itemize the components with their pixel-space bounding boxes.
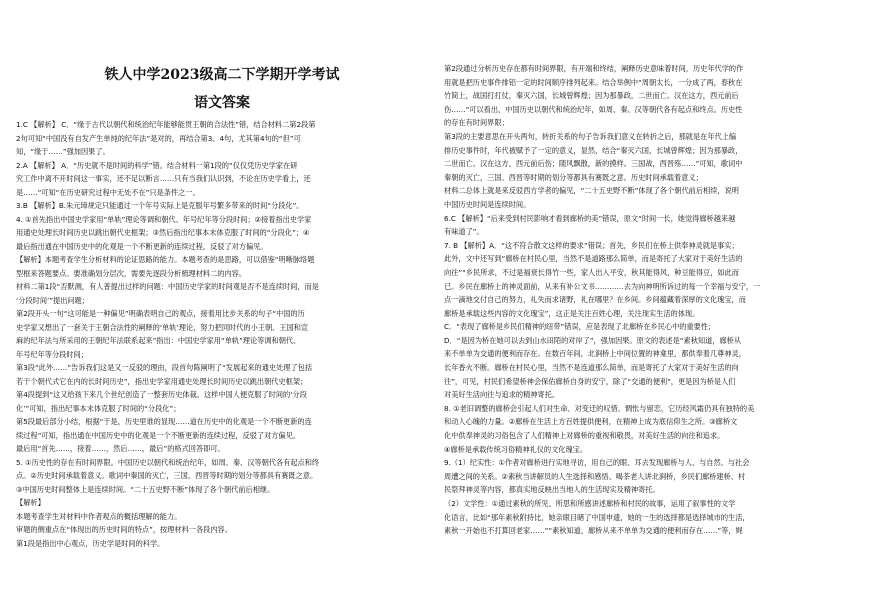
text-line: 竹简上，战国打打仗，秦灭六国，长城曾辉煌；因为那暴政，二世而亡。汉在这方，西元前后 <box>444 91 739 101</box>
text-line: 来不单单为交通的便利而存在。在数百年间，北涧桥上中间位置的神龛里，都供奉着几尊神灵， <box>444 349 746 359</box>
text-line: 麻的纪年法与所采用的王朝纪年法联系起来”指出：中国史学家用“单轨”理论等调和朝代、 <box>16 336 301 345</box>
text-line: 最后指出通在中国历史中的化观是一个不断更新的连续过程，反驳了对方偏见。 <box>16 241 268 251</box>
text-line: 化语言，比如“那年素秋附持比，她亲眼目睹了中国申遗，她的一生的选择都是选择城市的生活， <box>444 512 750 522</box>
text-line: 是……”可知“在历史研究过程中无处不在”只是条件之一。 <box>16 187 200 197</box>
text-line: 史学家又想出了一套关于王朝合法性的阐释的‘单轨’理论，努力把同时代的小王朝、王国和宣 <box>16 322 309 332</box>
text-line: 第1段是指出中心观点，历史学是时间的科学。 <box>16 538 165 548</box>
text-line: 究工作中离不开时间这一事实，还不足以断言……只有当我们认识到，不论在历史学看上，还 <box>16 174 311 183</box>
text-line: 5. ①历史性的存在有时间界限。中国历史以朝代和统治纪年，如周、秦、汉等朝代各有起点和终 <box>16 457 320 467</box>
text-line: 3.B 【解析】B.朱元璋规定只能通过一个年号实际上是克服年号繁多带来的时间“分段化”。 <box>16 201 304 210</box>
text-line: ④廊桥是承载传统习俗精神礼仪的文化瑰宝。 <box>444 444 588 454</box>
text-line: 第4段提到“这又给孩下来几个世纪创造了一整套历史体裁。这样中国人便克服了时间的‘分段 <box>16 390 307 399</box>
text-line: 和动人心魄的力量。②廊桥在生活上方百姓提供便利，在精神上成为底信仰生之所。③廊桥文 <box>444 417 738 427</box>
text-line: 2.A 【解析】 A．“历史就不是时间的科学”错。结合材料一第1段的“仅仅凭历史学家在研 <box>16 160 298 170</box>
text-line: 素秋一开始也不打算回老家……”“素秋知道，廊桥从来不单单为交通的便利而存在……”等，娓 <box>444 526 743 536</box>
text-line: 最后用“首先……，接着……，然后……，最后”的格式回答即可。 <box>16 444 225 453</box>
text-line: ‘分段时间’”提出问题； <box>16 295 89 305</box>
page-subtitle: 语文答案 <box>194 95 250 111</box>
text-line: D．“是因为桥在她可以去到山水田陌的对岸了”，强加因果。原文的表述是“素秋知道，廊桥从 <box>444 335 742 345</box>
text-line: 本题考查学生对材料中作者观点的概括理解的能力。 <box>16 511 182 521</box>
text-line: ③中国历史时间整体上是连续时间。“二十五史野不断”体现了各个朝代前后相继。 <box>16 484 275 494</box>
text-line: 第3段“此外……”告诉我们这是又一反驳的理由，段首句陈阐明了“发展起来的通史处理了包括 <box>16 363 313 372</box>
text-line: 点一滴地交付自己的努力，礼失而求诸野，礼在哪里？在乡间。乡间蕴藏着深厚的文化瑰宝，而 <box>444 295 746 305</box>
text-line: 1.C 【解析】 C．“缘于古代以朝代和统治纪年能够能贯王朝的合法性”错，结合材料二第2段第 <box>16 120 316 129</box>
text-line: 民祭拜神灵等内容，都真实地反映出当地人的生活现实及精神寄托。 <box>444 485 660 495</box>
text-line: 9.（1）纪实性：①作者对廊桥进行实地寻访，用自己的眼、耳去发现廊桥与人、与自然、与社会 <box>444 458 750 468</box>
text-line: 点。②历史时间承载着意义。歌词中秦国的灭亡，三国、西晋等时期的划分等都具有赛既之意。 <box>16 471 318 480</box>
text-line: 伤……”可以看出，中国历史以朝代和统治纪年，如周、秦、汉等朝代各有起点和终点。历史性 <box>444 104 743 114</box>
text-line: 已。乡民在廊桥上的神灵面前，从来有补公文书…………去为向神明所诉过的每一个幸福与安宁，一 <box>444 281 761 291</box>
text-line: 审题的侧重点在“体现出的历史时间的特点”，按理材料一各段内容。 <box>16 525 232 534</box>
text-line: 长年香火不断。廊桥在村民心里，当然不是连道那么简单，而是寄托了大家对于美好生活的向 <box>444 363 739 373</box>
text-line: 第3段的主要意思在开头两句，转折关系的句子告诉我们意义在转折之后，那就是在年代上编 <box>444 131 737 141</box>
text-line: 4. ①首先指出中国史学家用“单轨”理论等调和朝代、年号纪年等分段时间；②接着指出史学家 <box>16 214 312 224</box>
text-line: 型框来答题要点。要准确划分层次，需要先逐段分析梳理材料二的内容。 <box>16 268 247 278</box>
text-line: 材料二总体上就是来反驳西方学者的偏见，“二十五史野不断”体现了各个朝代前后相续，说明 <box>444 186 739 196</box>
text-line: 年号纪年等分段时间； <box>16 349 88 359</box>
text-line: 8. ①老旧调整的廊桥会引起人们对生命、对变迁的叹惜、惆怅与留恋，它历经风霜仍具有独特的美 <box>444 403 755 413</box>
left-column <box>16 118 428 550</box>
text-line: 材料二第1段“否默测，有人普提出过样的问题：中国历史学家的时间观是否不是连续时间，而是 <box>16 282 319 291</box>
text-line: 的存在有时间界限； <box>444 118 509 128</box>
text-line: 二世而亡。汉在这方，西元前后伤；随风飘散，新的摸样。三国战，西晋殇……”可知，歌词中 <box>444 159 743 169</box>
page-title: 铁人中学2023级高二下学期开学考试 <box>104 67 340 83</box>
text-line: 排历史事件时，年代被赋予了一定的意义，显然，结合“秦灭六国，长城曾辉煌；因为那暴政， <box>444 145 743 155</box>
text-line: 6.C 【解析】“后来受到村民影响才看到廊桥的美”错误，原文“时间一长，她觉得廊桥越来越 <box>444 213 736 223</box>
text-line: 有味道了”。 <box>444 227 484 237</box>
text-line: 化’”可知，指出纪事本末体克服了时间的“分段化”； <box>16 403 181 413</box>
text-line: 续过程”可知，指出通在中国历史中的化观是一个不断更新的连续过程，反驳了对方偏见。 <box>16 430 301 440</box>
text-line: 向往”“乡民所求，不过是福衰长得竹一些，家人出入平安，秋其能得风，种豆能得豆，如此而 <box>444 267 739 277</box>
text-line: 知，“缘于……”强加因果了。 <box>16 147 110 156</box>
text-line: 秦朝的灭亡，三国、西晋等时期的划分等都具有赛既之意。历史时间承载着意义； <box>444 172 703 182</box>
text-line: 化中供奉神灵的习俗包含了人们精神上对廊桥的重视和敬畏，对美好生活的向往和追求。 <box>444 431 725 441</box>
text-line: 【解析】 <box>16 498 45 507</box>
text-line: 7. B 【解析】A．“这不符合散文这样的要求”错误；首先，乡民们在桥上供奉神灵就是事实； <box>444 240 739 250</box>
text-line: 第2段开头一句“这可能是一种偏见”明确表明自己的观点，接着用比步关系的句子“中国的历 <box>16 309 305 318</box>
text-line: 2句可知“中国没有自发产生单纯的纪年法”是对的，再结合第3、4句，尤其第4句的“但”可 <box>16 133 301 143</box>
text-line: 此外，文中还写到“廊桥在村民心里，当然不是道路那么简单，而是寄托了大家对于美好生活的 <box>444 254 743 264</box>
text-line: 用通史处理长时间历史以跳出朝代史框架；③然后指出纪事本末体克服了时间的“分段化”；④ <box>16 228 310 237</box>
text-line: 周遭之间的关系。②素秋当讲解员的人生选择和感悟、喝茶老人讲北涧桥，乡民们廊桥建桥、村 <box>444 471 746 481</box>
text-line: 第2段通过分析历史存在都有时间界限，有开端和终结，阐释历史意味着时间，历史年代学的作 <box>444 64 744 73</box>
text-line: 用就是把历史事件排铝一定的时间顺序排列起来。结合举例中“周朝太长，一分成了两，春秋在 <box>444 77 743 87</box>
text-line: 中国历史时间是连续时间。 <box>444 199 531 209</box>
text-line: 对美好生活向往与追求的精神寄托。 <box>444 390 560 400</box>
text-line: 往”，可见，村民们希望桥神会保佑廊桥自身的安宁，除了“交通的便利”，更是因为桥是人们 <box>444 376 736 386</box>
text-line: 第5段最后部分小结，根据“于是，历史里谁的显现……道在历史中的化观是一个不断更新的连 <box>16 417 312 426</box>
text-line: C．“表现了廊桥是乡民们精神的纽带”错误，应是表现了北廊桥在乡民心中的重要性； <box>444 322 716 332</box>
text-line: 【解析】本题考查学生分析材料的论证思路的能力。本题考查的是思路，可以借鉴“明晰脉络题 <box>16 255 315 264</box>
text-line: （2）文学性：①通过素秋的所见、所思和所感讲述廊桥和村民的故事，运用了叙事性的文学 <box>444 499 736 508</box>
text-line: 廊桥是承载这些内容的文化瑰宝”，这正是关注百姓心理，关注现实生活的体现。 <box>444 308 700 318</box>
text-line: 若干个朝代式它在内的长时间历史”，指出史学家用通史处理长时间历史以跳出朝代史框架； <box>16 376 308 386</box>
right-column <box>444 62 856 538</box>
